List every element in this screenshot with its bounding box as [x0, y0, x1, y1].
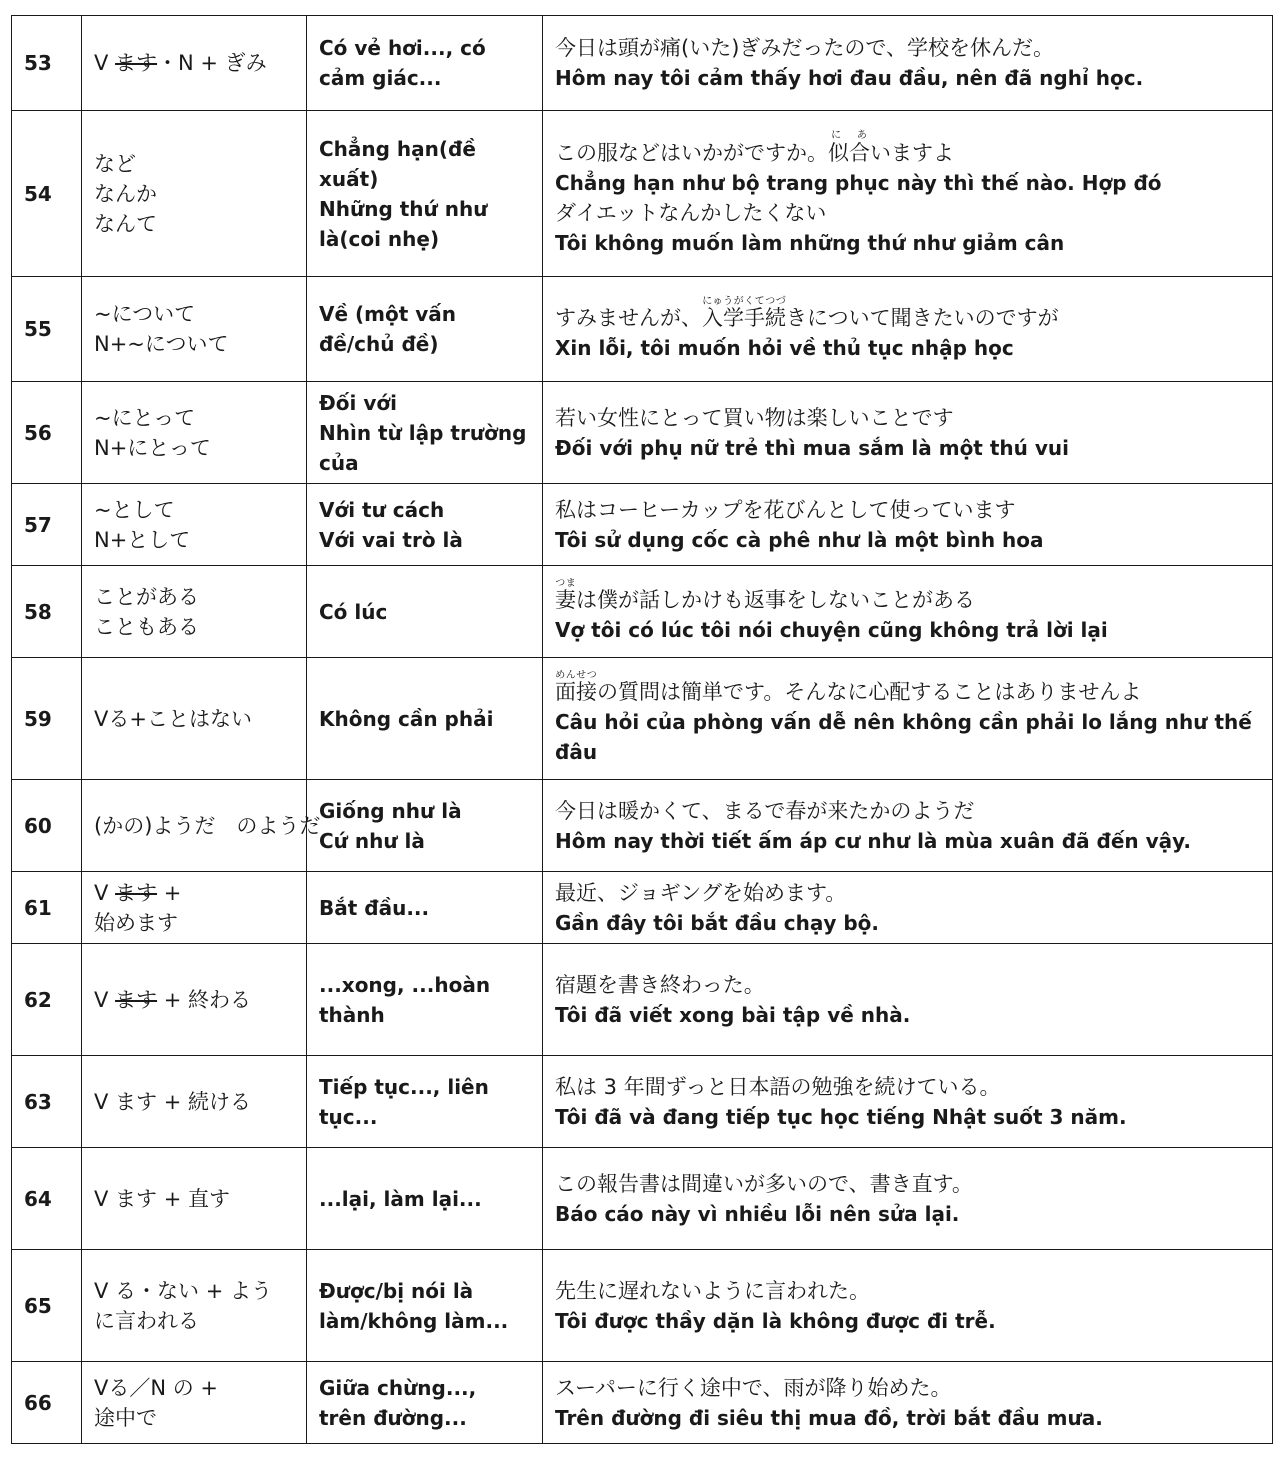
example-japanese: 若い女性にとって買い物は楽しいことです — [555, 405, 954, 430]
grammar-pattern-line: 始めます — [94, 910, 178, 935]
example-vietnamese: Tôi được thầy dặn là không được đi trễ. — [555, 1308, 996, 1333]
grammar-pattern-line: に言われる — [94, 1308, 199, 1333]
meaning-line: Bắt đầu... — [319, 895, 430, 920]
meaning-cell — [307, 566, 543, 658]
furigana-base: 妻 — [555, 588, 576, 612]
example-vietnamese: Chẳng hạn như bộ trang phục này thì thế nào. Hợp đó — [555, 170, 1162, 195]
example-vietnamese: Hôm nay thời tiết ấm áp cư như là mùa xuân đã đến vậy. — [555, 828, 1191, 853]
example-cell — [543, 944, 1273, 1056]
grammar-pattern-cell — [82, 1148, 307, 1250]
row-number: 61 — [12, 872, 82, 944]
example-japanese: ダイエットなんかしたくない — [555, 200, 827, 225]
example-japanese-prefix: この服などはいかがですか。 — [555, 140, 828, 165]
row-number: 58 — [12, 566, 82, 658]
table-row — [12, 111, 1273, 277]
example-japanese: この報告書は間違いが多いので、書き直す。 — [555, 1171, 973, 1196]
table-row — [12, 780, 1273, 872]
pattern-suffix: + 終わる — [157, 987, 251, 1012]
meaning-cell — [307, 484, 543, 566]
meaning-line: ...xong, ...hoàn thành — [319, 972, 491, 1027]
example-vietnamese: Xin lỗi, tôi muốn hỏi về thủ tục nhập học — [555, 335, 1014, 360]
grammar-pattern-line: なんて — [94, 211, 157, 236]
grammar-pattern-cell — [82, 277, 307, 382]
row-number: 63 — [12, 1056, 82, 1148]
furigana-base: 面接 — [555, 680, 597, 704]
grammar-pattern-cell — [82, 566, 307, 658]
pattern-prefix: V — [94, 51, 116, 75]
row-number: 64 — [12, 1148, 82, 1250]
grammar-pattern-cell — [82, 780, 321, 872]
grammar-table — [11, 15, 1273, 1444]
example-japanese-suffix: いますよ — [870, 140, 954, 165]
grammar-pattern-cell — [82, 382, 307, 484]
grammar-pattern-line: ~について — [94, 302, 196, 326]
table-row — [12, 872, 1273, 944]
grammar-pattern-cell — [82, 1056, 307, 1148]
pattern-prefix: V — [94, 880, 116, 905]
example-japanese — [555, 296, 1260, 333]
example-cell — [543, 566, 1273, 658]
example-cell — [543, 111, 1273, 277]
furigana-word — [555, 578, 576, 612]
example-cell — [543, 1148, 1273, 1250]
example-cell — [543, 780, 1273, 872]
grammar-pattern-line: N+として — [94, 527, 191, 552]
row-number: 57 — [12, 484, 82, 566]
table-row — [12, 1148, 1273, 1250]
grammar-pattern-line: V ます + 続ける — [94, 1089, 251, 1114]
example-vietnamese: Trên đường đi siêu thị mua đồ, trời bắt đầu mưa. — [555, 1405, 1103, 1430]
example-japanese — [555, 130, 1260, 168]
meaning-line: Về (một vấn đề/chủ đề) — [319, 302, 457, 356]
example-cell — [543, 382, 1273, 484]
example-cell — [543, 1056, 1273, 1148]
table-row — [12, 16, 1273, 111]
grammar-pattern-line: なんか — [94, 181, 157, 206]
row-number: 55 — [12, 277, 82, 382]
grammar-pattern-line: ~として — [94, 497, 175, 522]
row-number: 66 — [12, 1362, 82, 1444]
example-vietnamese: Gần đây tôi bắt đầu chạy bộ. — [555, 910, 880, 935]
row-number: 56 — [12, 382, 82, 484]
grammar-pattern-line: N+~について — [94, 332, 229, 356]
example-vietnamese: Báo cáo này vì nhiều lỗi nên sửa lại. — [555, 1201, 960, 1226]
meaning-cell — [307, 382, 543, 484]
example-japanese-prefix: すみませんが、 — [555, 305, 702, 330]
example-cell — [543, 658, 1273, 780]
grammar-pattern-cell — [82, 1250, 307, 1362]
row-number: 59 — [12, 658, 82, 780]
example-cell — [543, 16, 1273, 111]
meaning-line: Chẳng hạn(đề xuất) — [319, 136, 476, 191]
example-japanese: 宿題を書き終わった。 — [555, 972, 765, 997]
pattern-struck-text: ます — [115, 51, 158, 75]
meaning-cell — [307, 872, 543, 944]
pattern-prefix: V — [94, 987, 116, 1012]
example-japanese: 今日は暖かくて、まるで春が来たかのようだ — [555, 798, 975, 823]
row-number: 62 — [12, 944, 82, 1056]
example-vietnamese: Hôm nay tôi cảm thấy hơi đau đầu, nên đã nghỉ học. — [555, 66, 1144, 90]
table-row — [12, 277, 1273, 382]
grammar-pattern-line: ことがある — [94, 584, 199, 609]
furigana-reading: に あ — [828, 129, 870, 141]
example-japanese: 私はコーヒーカップを花びんとして使っています — [555, 497, 1016, 522]
furigana-word — [555, 670, 597, 704]
meaning-line: Có vẻ hơi..., có cảm giác... — [319, 36, 486, 90]
row-number: 54 — [12, 111, 82, 277]
example-japanese — [555, 670, 1260, 707]
grammar-pattern-line: 途中で — [94, 1405, 157, 1430]
example-vietnamese: Tôi sử dụng cốc cà phê như là một bình hoa — [555, 527, 1044, 552]
grammar-pattern-line: V ます + 直す — [94, 1186, 230, 1211]
pattern-suffix: ・N + ぎみ — [157, 51, 267, 75]
table-row — [12, 484, 1273, 566]
example-japanese-suffix: の質問は簡単です。そんなに心配することはありませんよ — [597, 680, 1142, 704]
example-cell — [543, 484, 1273, 566]
meaning-cell — [307, 1148, 543, 1250]
example-vietnamese: Tôi đã và đang tiếp tục học tiếng Nhật suốt 3 năm. — [555, 1104, 1127, 1129]
meaning-cell — [307, 944, 543, 1056]
example-japanese: 先生に遅れないように言われた。 — [555, 1278, 870, 1303]
meaning-line: Giống như là — [319, 798, 462, 823]
furigana-base: 似合 — [828, 140, 870, 165]
example-japanese: 最近、ジョギングを始めます。 — [555, 880, 847, 905]
grammar-pattern-line: こともある — [94, 614, 199, 639]
table-row — [12, 1250, 1273, 1362]
grammar-pattern-line: N+にとって — [94, 435, 211, 460]
furigana-base: 入学手続 — [702, 305, 786, 330]
meaning-cell — [307, 1056, 543, 1148]
meaning-line: ...lại, làm lại... — [319, 1186, 482, 1211]
meaning-cell — [307, 780, 543, 872]
meaning-line: Cứ như là — [319, 828, 425, 853]
table-row — [12, 1056, 1273, 1148]
grammar-pattern-cell — [82, 872, 307, 944]
table-row — [12, 658, 1273, 780]
grammar-pattern-cell — [82, 944, 307, 1056]
furigana-word — [702, 295, 786, 330]
example-cell — [543, 277, 1273, 382]
meaning-line: Đối với — [319, 390, 397, 415]
meaning-line: Có lúc — [319, 599, 388, 624]
example-japanese — [555, 578, 1260, 615]
table-row — [12, 566, 1273, 658]
meaning-line: Với tư cách — [319, 497, 445, 522]
meaning-cell — [307, 277, 543, 382]
pattern-struck-text: ます — [115, 880, 158, 905]
example-vietnamese: Đối với phụ nữ trẻ thì mua sắm là một thú vui — [555, 435, 1069, 460]
meaning-line: Nhìn từ lập trường của — [319, 420, 527, 475]
row-number: 65 — [12, 1250, 82, 1362]
row-number: 53 — [12, 16, 82, 111]
furigana-word — [828, 129, 870, 165]
table-row — [12, 1362, 1273, 1444]
example-cell — [543, 1250, 1273, 1362]
meaning-line: Những thứ như là(coi nhẹ) — [319, 196, 488, 251]
grammar-pattern-line: Vる／N の + — [94, 1375, 219, 1400]
grammar-pattern-line — [94, 878, 294, 908]
meaning-cell — [307, 16, 543, 111]
pattern-struck-text: ます — [115, 987, 158, 1012]
example-japanese: 私は 3 年間ずっと日本語の勉強を続けている。 — [555, 1074, 1001, 1099]
example-japanese: 今日は頭が痛(いた)ぎみだったので、学校を休んだ。 — [555, 36, 1054, 60]
example-japanese-suffix: は僕が話しかけも返事をしないことがある — [576, 588, 975, 612]
furigana-reading: めんせつ — [555, 670, 597, 681]
example-vietnamese: Tôi đã viết xong bài tập về nhà. — [555, 1002, 911, 1027]
meaning-line: Tiếp tục..., liên tục... — [319, 1074, 489, 1129]
meaning-line: Không cần phải — [319, 706, 494, 731]
meaning-line: Với vai trò là — [319, 527, 463, 552]
pattern-suffix: + — [157, 880, 182, 905]
table-row — [12, 382, 1273, 484]
example-vietnamese: Tôi không muốn làm những thứ như giảm cân — [555, 230, 1065, 255]
meaning-cell — [307, 1250, 543, 1362]
meaning-cell — [307, 658, 543, 780]
grammar-pattern-cell — [82, 658, 307, 780]
grammar-table-body — [12, 16, 1273, 1444]
example-japanese: スーパーに行く途中で、雨が降り始めた。 — [555, 1375, 952, 1400]
grammar-pattern-cell — [82, 111, 307, 277]
grammar-pattern-cell — [82, 16, 307, 111]
table-row — [12, 944, 1273, 1056]
row-number: 60 — [12, 780, 82, 872]
furigana-reading: つま — [555, 578, 576, 589]
grammar-pattern-line: Vる+ことはない — [94, 706, 252, 731]
meaning-cell — [307, 1362, 543, 1444]
grammar-pattern-line — [94, 985, 294, 1015]
grammar-pattern-line: ~にとって — [94, 405, 196, 430]
example-cell — [543, 872, 1273, 944]
meaning-cell — [307, 111, 543, 277]
grammar-pattern-cell — [82, 484, 307, 566]
example-cell — [543, 1362, 1273, 1444]
grammar-pattern-line: など — [94, 151, 136, 176]
meaning-line: Giữa chừng..., trên đường... — [319, 1375, 477, 1430]
grammar-pattern-line — [94, 48, 294, 78]
furigana-reading: にゅうがくてつづ — [702, 295, 786, 307]
grammar-pattern-line: (かの)ようだ のようだ — [94, 813, 321, 838]
example-japanese-suffix: きについて聞きたいのですが — [786, 305, 1059, 330]
example-vietnamese: Vợ tôi có lúc tôi nói chuyện cũng không trả lời lại — [555, 618, 1108, 642]
example-vietnamese: Câu hỏi của phòng vấn dễ nên không cần phải lo lắng như thế đâu — [555, 710, 1252, 764]
grammar-pattern-cell — [82, 1362, 307, 1444]
grammar-pattern-line: V る・ない + よう — [94, 1278, 272, 1303]
meaning-line: Được/bị nói là làm/không làm... — [319, 1278, 509, 1333]
